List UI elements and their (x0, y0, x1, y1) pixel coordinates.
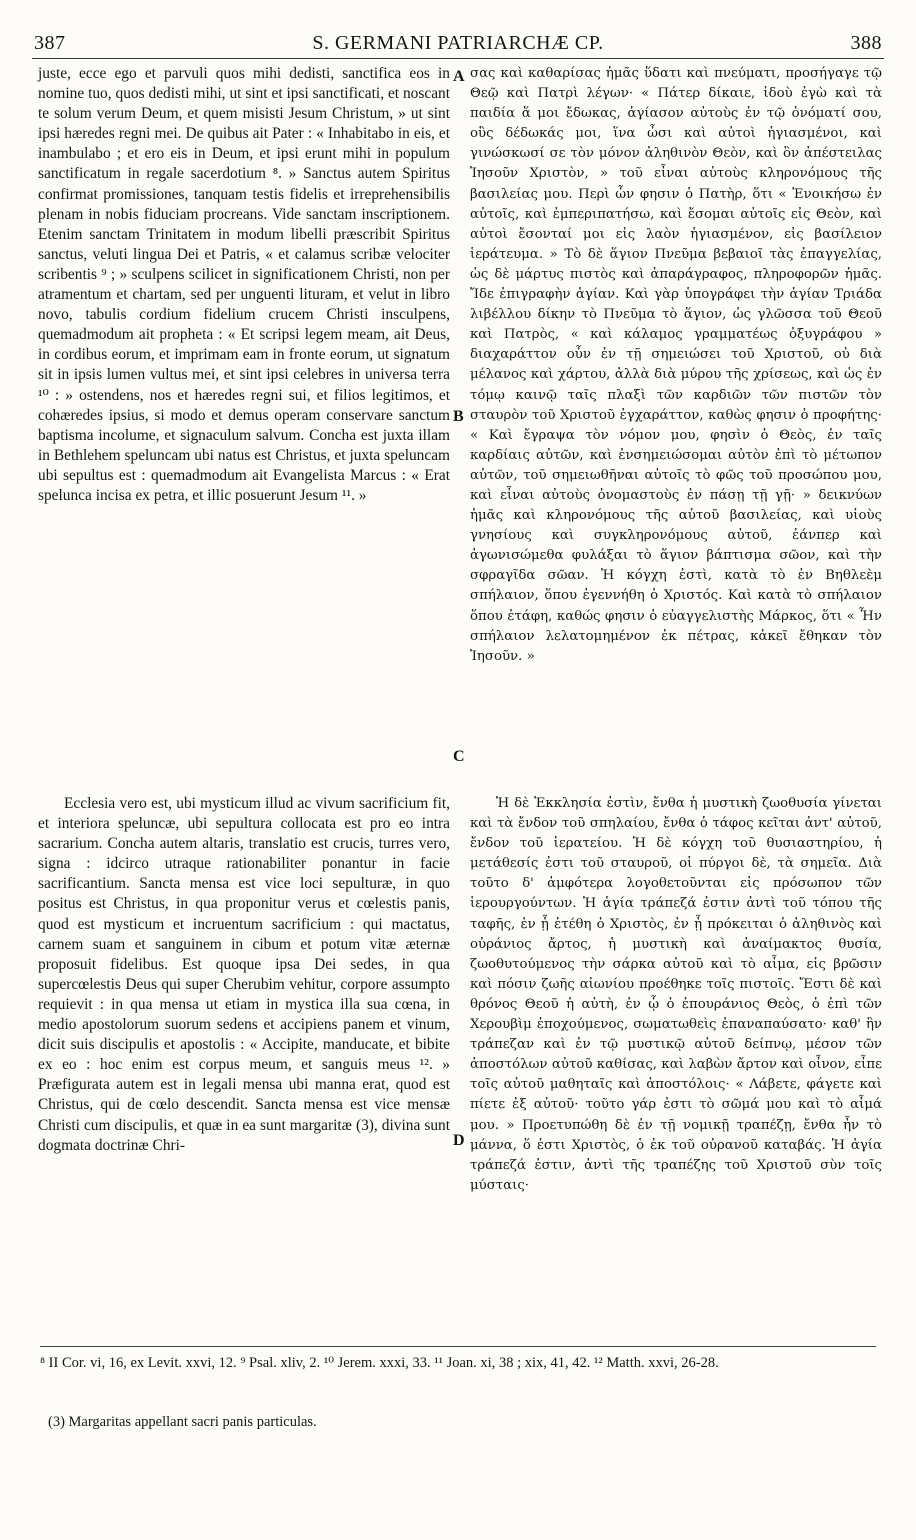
scripture-references: ⁸ II Cor. vi, 16, ex Levit. xxvi, 12. ⁹ Psal. xliv, 2. ¹⁰ Jerem. xxxi, 33. ¹¹ Joan. xi, 38 ; xix, 41, 42. ¹² Matth. xxvi, 26-28. (40, 1355, 719, 1371)
running-head: S. GERMANI PATRIARCHÆ CP. (312, 32, 604, 54)
greek-column (470, 64, 882, 667)
footnotes (40, 1354, 876, 1373)
latin-paragraph-1: juste, ecce ego et parvuli quos mihi dedisti, sanctifica eos in nomine tuo, quos dedisti mihi, ut sint et ipsi sanctificati, et noscant te solum verum Deum, et quem misisti Jesum Christum, » ut sint ipsi hæredes regni mei. De quibus ait Pater : « Inhabitabo in eis, et inambulabo ; et ero eis in Deum, et ipsi erunt mihi in populum sanctificatum in regale sacerdotium ⁸. » Sanctus autem Spiritus confirmat promissiones, tanquam testis fidelis et irreprehensibilis plenam in nobis fiduciam procreans. Vide sanctam inscriptionem. Etenim sanctam Trinitatem in modum libelli præscribit Spiritus sanctus, veluti lingua Dei et Patris, « et calamus scribæ velociter scribentis ⁹ ; » sculpens scilicet in significationem Christi, non per atramentum et chartam, sed per unguenti lituram, et velut in libro novo, tabulis cordium fidelium crucem Christi insculpens, quemadmodum ait propheta : « Et scripsi legem meam, ait Deus, in cordibus eorum, et imprimam eam in fronte eorum, ut signatum sit in ipsis lumen vultus mei, et sint ipsi celebres in universa terra ¹⁰ : » ostendens, nos et hæredes regni sui, et filios legitimos, et cohæredes ipsius, si modo et demus operam conservare sanctum baptisma incolume, et signaculum salvum. Concha est juxta illam in Bethlehem speluncam ubi natus est Christus, et juxta speluncam ubi sepultus est : quemadmodum ait Evangelista Marcus : « Erat spelunca incisa ex petra, et illic posuerunt Jesum ¹¹. » (38, 65, 450, 504)
greek-paragraph-2: Ἡ δὲ Ἐκκλησία ἐστὶν, ἔνθα ἡ μυστικὴ ζωοθυσία γίνεται καὶ τὰ ἔνδον τοῦ σπηλαίου, ἔνθα ὁ τάφος κεῖται ἀντ' αὐτοῦ, ἔνδον τοῦ ἱερατείου. Ἡ δὲ κόγχη τοῦ θυσιαστηρίου, ἡ μετάθεσίς ἐστι τοῦ σταυροῦ, οἱ πύργοι δὲ, τὰ σημεῖα. Διὰ τοῦτο δ' ἀμφότερα λογοθετοῦνται εἰς πρόσωπον τῶν ἱερουργούντων. Ἡ ἁγία τράπεζά ἐστιν ἀντὶ τοῦ τόπου τῆς ταφῆς, ἐν ᾗ ἐτέθη ὁ Χριστὸς, ἐν ᾗ πρόκειται ὁ ἀληθινὸς καὶ οὐράνιος ἄρτος, ἡ μυστικὴ καὶ ἀναίμακτος θυσία, ζωοθυτούμενος τὴν σάρκα αὐτοῦ καὶ τὸ αἷμα, εἰς βρῶσιν καὶ πόσιν ζωῆς αἰωνίου προέθηκε τοῖς πιστοῖς. Ἔστι δὲ καὶ θρόνος Θεοῦ ἡ αὐτὴ, ἐν ᾧ ὁ ἐπουράνιος Θεὸς, ὁ ἐπὶ τῶν Χερουβὶμ ἐποχούμενος, σωματωθεὶς ἐπαναπαύσατο· καθ' ἣν τράπεζαν καὶ ἐν τῷ μυστικῷ αὐτοῦ δείπνῳ, μέσον τῶν ἀποστόλων αὐτοῦ καθίσας, καὶ λαβὼν ἄρτον καὶ οἶνον, εἶπε τοῖς αὐτοῦ μαθηταῖς καὶ ἀποστόλοις· « Λάβετε, φάγετε καὶ πίετε ἐξ αὐτοῦ· τοῦτο γάρ ἐστι τὸ σῶμά μου καὶ τὸ αἷμά μου. » Προετυπώθη δὲ ἐν τῇ νομικῇ τραπέζῃ, ἔνθα ἦν τὸ μάννα, ὅ ἐστι Χριστὸς, ὁ ἐκ τοῦ οὐρανοῦ καταβάς. Ἡ ἁγία τράπεζά ἐστιν, ἀντὶ τῆς τραπέζης τοῦ Χριστοῦ σὺν τοῖς μύσταις· (470, 796, 882, 1193)
greek-paragraph-1: σας καὶ καθαρίσας ἡμᾶς ὕδατι καὶ πνεύματι, προσήγαγε τῷ Θεῷ καὶ Πατρὶ λέγων· « Πάτερ δίκαιε, ἰδοὺ ἐγὼ καὶ τὰ παιδία ἅ μοι ἔδωκας, ἁγίασον αὐτοὺς ἐν τῷ ὀνόματί σου, οὓς δέδωκάς μοι, ἵνα ὦσι καὶ αὐτοὶ ἡγιασμένοι, καὶ γινώσκωσί σε τὸν μόνον ἀληθινὸν Θεὸν, καὶ ὃν ἀπέστειλας Ἰησοῦν Χριστὸν, » τοῦ εἶναι αὐτοὺς κληρονόμους τῆς βασιλείας μου. Περὶ ὧν φησιν ὁ Πατὴρ, ὅτι « Ἐνοικήσω ἐν αὐτοῖς, καὶ ἐμπεριπατήσω, καὶ ἔσομαι αὐτοῖς εἰς Θεὸν, καὶ αὐτοὶ ἔσονταί μοι εἰς λαὸν ἡγιασμένον, εἰς βασίλειον ἱεράτευμα. » Τὸ δὲ ἅγιον Πνεῦμα βεβαιοῖ τὰς ἐπαγγελίας, ὡς δὲ μάρτυς πιστὸς καὶ ἀπαράγραφος, πληροφορῶν ἡμᾶς. Ἴδε ἐπιγραφὴν ἁγίαν. Καὶ γὰρ ὑπογράφει τὴν ἁγίαν Τριάδα λιβέλλου δίκην τὸ Πνεῦμα τὸ ἅγιον, ὡς γλῶσσα τοῦ Θεοῦ καὶ Πατρὸς, « καὶ κάλαμος γραμματέως ὀξυγράφου » διαχαράττον οὖν ἐν τῇ σημειώσει τοῦ Χριστοῦ, οὐ διὰ μέλανος καὶ χάρτου, ἀλλὰ διὰ μύρου τῆς χρίσεως, καὶ ὡς ἐν τόμῳ καινῷ ταῖς πλαξὶ τῶν καρδιῶν τῶν πιστῶν τὸν σταυρὸν τοῦ Χριστοῦ ἐγχαράττον, καθὼς φησιν ὁ προφήτης· « Καὶ ἔγραψα τὸν νόμον μου, φησὶν ὁ Θεὸς, ἐν ταῖς καρδίαις αὐτῶν, καὶ ἐνσημειώσομαι αὐτὸν ἐπὶ τὸ μέτωπον αὐτῶν, τοῦ σημειωθῆναι αὐτοῖς τὸ φῶς τοῦ προσώπου μου, καὶ εἶναι αὐτοὺς ὀνομαστοὺς ἐν πάσῃ τῇ γῇ· » δεικνύων ἡμᾶς καὶ κληρονόμους τῆς αὐτοῦ βασιλείας, καὶ υἱοὺς γνησίους καὶ συγκληρονόμους αὐτοῦ, ἐάνπερ καὶ ἀγωνισώμεθα φυλάξαι τὸ ἅγιον βάπτισμα σῶον, καὶ τὴν σφραγῖδα σῶαν. Ἡ κόγχη ἐστὶ, κατὰ τὸ ἐν Βηθλεὲμ σπήλαιον, ὅπου ἐγεννήθη ὁ Χριστός. Καὶ κατὰ τὸ σπήλαιον ὅπου ἐτάφη, καθώς φησιν ὁ εὐαγγελιστὴς Μάρκος, ὅτι « Ἦν σπήλαιον λελατομημένον ἐκ πέτρας, κἀκεῖ ἔθηκαν τὸν Ἰησοῦν. » (470, 66, 882, 664)
editor-note: (3) Margaritas appellant sacri panis particulas. (48, 1414, 317, 1430)
latin-paragraph-2: Ecclesia vero est, ubi mysticum illud ac vivum sacrificium fit, et interiora speluncæ, ubi sepultura collocata est pro eo intra sacrarium. Concha autem altaris, translatio est crucis, turres vero, signa : idcirco utraque rationabiliter ponantur in facie sacrificantium. Sancta mensa est vice loci sepulturæ, in quo positus est Christus, in qua proponitur verus et cœlestis panis, quod est mysticum et incruentum sacrificium : qui mactatus, carnem suam et sanguinem in cibum et potum vitæ æternæ proposuit fidelibus. Est quoque ipsa Dei sedes, in qua supercœlestis Deus qui super Cherubim vehitur, corpore assumpto requievit : in qua mensa ut etiam in mystica illa sua cœna, in medio apostolorum suorum sedens et accipiens panem et vinum, dicit suis discipulis et apostolis : « Accipite, manducate, et bibite ex eo : hoc enim est corpus meum, et sanguis meus ¹². » Præfigurata autem est in legali mensa ubi manna erat, quod est Christus, qui de cœlo descendit. Sancta mensa est vice mensæ Christi cum discipulis, et quæ in ea sunt margaritæ (3), divina sunt dogmata doctrinæ Chri- (38, 795, 450, 1154)
footnote-rule (40, 1346, 876, 1347)
page-header (32, 32, 884, 59)
section-marker-b: B (453, 408, 464, 425)
section-marker-c: C (453, 748, 465, 765)
page-number-left: 387 (34, 32, 66, 54)
latin-column (38, 64, 450, 506)
page-number-right: 388 (850, 32, 882, 54)
section-marker-d: D (453, 1132, 465, 1149)
section-marker-a: A (453, 68, 465, 85)
